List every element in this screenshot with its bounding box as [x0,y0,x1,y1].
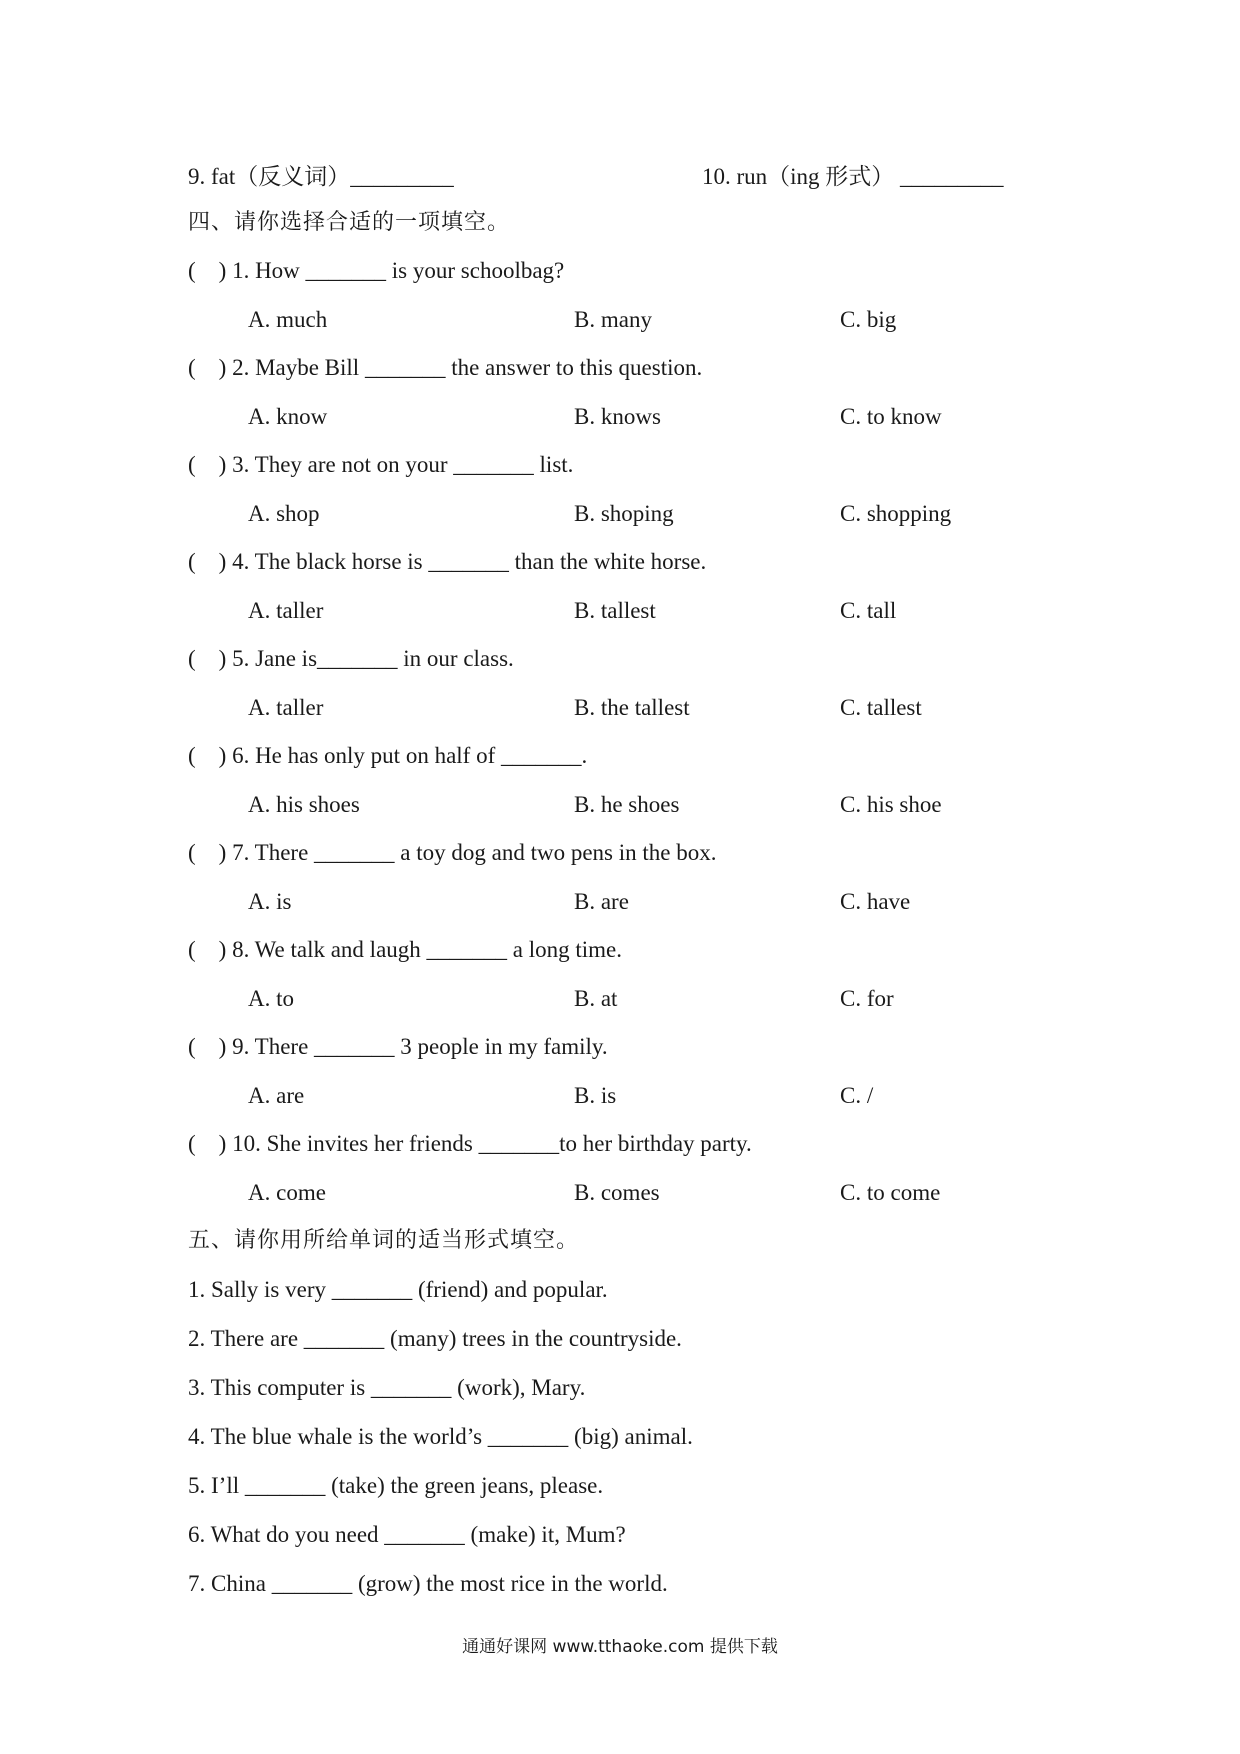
fill-item-9: 9. fat（反义词）_________ [188,164,454,189]
section-5-heading: 五、请你用所给单词的适当形式填空。 [188,1228,580,1253]
question-stem: ( ) 1. How _______ is your schoolbag? [188,258,565,283]
option-a: A. much [248,307,328,332]
option-c: C. tall [840,598,897,623]
option-b: B. knows [574,404,661,429]
option-a: A. his shoes [248,792,360,817]
option-b: B. comes [574,1180,660,1205]
fill-sentence: 4. The blue whale is the world’s _______ (big) animal. [188,1424,693,1449]
question-stem: ( ) 2. Maybe Bill _______ the answer to this question. [188,355,703,380]
fill-sentence: 1. Sally is very _______ (friend) and popular. [188,1277,608,1302]
option-b: B. is [574,1083,617,1108]
option-b: B. shoping [574,501,674,526]
option-a: A. are [248,1083,305,1108]
question-stem: ( ) 8. We talk and laugh _______ a long time. [188,937,623,962]
page-footer: 通通好课网 www.tthaoke.com 提供下载 [462,1637,778,1657]
fill-sentence: 6. What do you need _______ (make) it, Mum? [188,1522,626,1547]
option-c: C. big [840,307,897,332]
option-b: B. the tallest [574,695,690,720]
question-stem: ( ) 5. Jane is_______ in our class. [188,646,514,671]
question-stem: ( ) 10. She invites her friends _______to her birthday party. [188,1131,752,1156]
fill-sentence: 5. I’ll _______ (take) the green jeans, please. [188,1473,604,1498]
option-a: A. to [248,986,294,1011]
option-c: C. shopping [840,501,952,526]
option-c: C. tallest [840,695,922,720]
option-a: A. know [248,404,328,429]
option-c: C. his shoe [840,792,942,817]
fill-sentence: 7. China _______ (grow) the most rice in the world. [188,1571,668,1596]
question-stem: ( ) 4. The black horse is _______ than the white horse. [188,549,707,574]
option-b: B. tallest [574,598,656,623]
option-a: A. taller [248,695,324,720]
section-4-heading: 四、请你选择合适的一项填空。 [188,210,511,235]
question-stem: ( ) 7. There _______ a toy dog and two pens in the box. [188,840,717,865]
option-a: A. come [248,1180,326,1205]
option-b: B. are [574,889,629,914]
question-stem: ( ) 3. They are not on your _______ list. [188,452,574,477]
fill-sentence: 2. There are _______ (many) trees in the countryside. [188,1326,682,1351]
fill-sentence: 3. This computer is _______ (work), Mary. [188,1375,586,1400]
option-c: C. have [840,889,911,914]
option-a: A. taller [248,598,324,623]
option-c: C. for [840,986,894,1011]
option-a: A. shop [248,501,320,526]
option-c: C. to come [840,1180,941,1205]
option-b: B. he shoes [574,792,680,817]
question-stem: ( ) 9. There _______ 3 people in my family. [188,1034,608,1059]
fill-item-10: 10. run（ing 形式） _________ [702,164,1004,189]
option-c: C. to know [840,404,942,429]
option-c: C. / [840,1083,874,1108]
option-b: B. at [574,986,618,1011]
option-b: B. many [574,307,652,332]
option-a: A. is [248,889,292,914]
question-stem: ( ) 6. He has only put on half of _______. [188,743,588,768]
